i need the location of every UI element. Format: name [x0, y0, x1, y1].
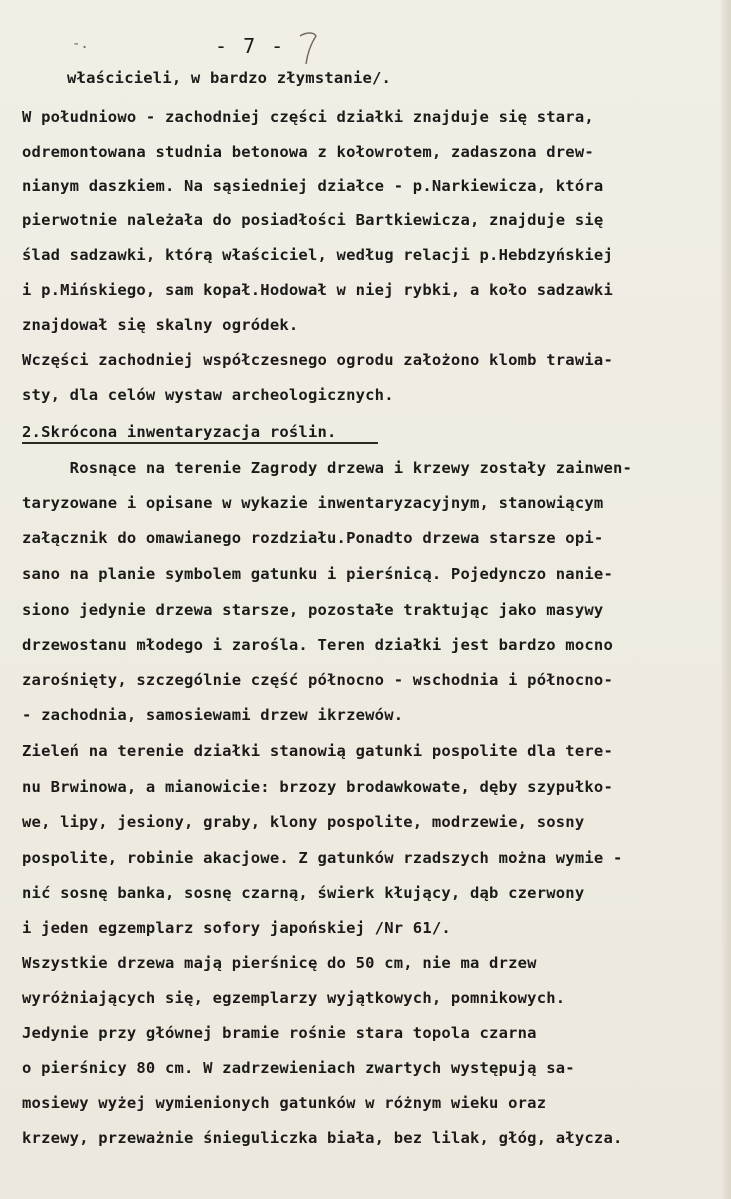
text-line: mosiewy wyżej wymienionych gatunków w różnym wieku oraz [22, 1094, 547, 1112]
text-line: sano na planie symbolem gatunku i pierśnicą. Pojedynczo nanie- [22, 565, 613, 583]
top-left-mark: -. [72, 36, 89, 52]
text-line: - zachodnia, samosiewami drzew ikrzewów. [22, 706, 404, 724]
page-number: - 7 - [215, 34, 286, 58]
page-edge [721, 0, 731, 1199]
text-line: pospolite, robinie akacjowe. Z gatunków rzadszych można wymie - [22, 849, 623, 867]
text-line: zarośnięty, szczególnie część północno - wschodnia i północno- [22, 671, 613, 689]
text-line: Wszystkie drzewa mają pierśnicę do 50 cm, nie ma drzew [22, 954, 537, 972]
heading-underline [22, 442, 378, 444]
text-line: siono jedynie drzewa starsze, pozostałe traktując jako masywy [22, 601, 604, 619]
text-line: drzewostanu młodego i zarośla. Teren działki jest bardzo mocno [22, 636, 613, 654]
text-line: Zieleń na terenie działki stanowią gatunki pospolite dla tere- [22, 742, 613, 760]
text-line: Wczęści zachodniej współczesnego ogrodu założono klomb trawia- [22, 351, 613, 369]
text-line: wyróżniających się, egzemplarzy wyjątkowych, pomnikowych. [22, 989, 566, 1007]
text-line: załącznik do omawianego rozdziału.Ponadto drzewa starsze opi- [22, 529, 604, 547]
text-line: Jedynie przy głównej bramie rośnie stara topola czarna [22, 1024, 537, 1042]
text-line: ślad sadzawki, którą właściciel, według relacji p.Hebdzyńskiej [22, 246, 613, 264]
text-line: nianym daszkiem. Na sąsiedniej działce - p.Narkiewicza, która [22, 177, 604, 195]
text-line: właścicieli, w bardzo złymstanie/. [67, 69, 392, 87]
text-line: taryzowane i opisane w wykazie inwentaryzacyjnym, stanowiącym [22, 494, 604, 512]
text-line: Rosnące na terenie Zagrody drzewa i krzewy zostały zainwen- [22, 459, 633, 477]
text-line: W południowo - zachodniej części działki znajduje się stara, [22, 108, 594, 126]
section-heading: 2.Skrócona inwentaryzacja roślin. [22, 423, 337, 441]
text-line: odremontowana studnia betonowa z kołowrotem, zadaszona drew- [22, 143, 594, 161]
text-line: sty, dla celów wystaw archeologicznych. [22, 386, 394, 404]
text-line: i jeden egzemplarz sofory japońskiej /Nr 61/. [22, 919, 451, 937]
text-line: znajdował się skalny ogródek. [22, 316, 299, 334]
text-line: nu Brwinowa, a mianowicie: brzozy brodawkowate, dęby szypułko- [22, 778, 613, 796]
text-line: o pierśnicy 80 cm. W zadrzewieniach zwartych występują sa- [22, 1059, 575, 1077]
handwritten-mark [296, 28, 320, 68]
text-line: krzewy, przeważnie śnieguliczka biała, bez lilak, głóg, ałycza. [22, 1129, 623, 1147]
text-line: pierwotnie należała do posiadłości Bartkiewicza, znajduje się [22, 211, 604, 229]
text-line: we, lipy, jesiony, graby, klony pospolite, modrzewie, sosny [22, 813, 585, 831]
text-line: nić sosnę banka, sosnę czarną, świerk kłujący, dąb czerwony [22, 884, 585, 902]
text-line: i p.Mińskiego, sam kopał.Hodował w niej rybki, a koło sadzawki [22, 281, 613, 299]
